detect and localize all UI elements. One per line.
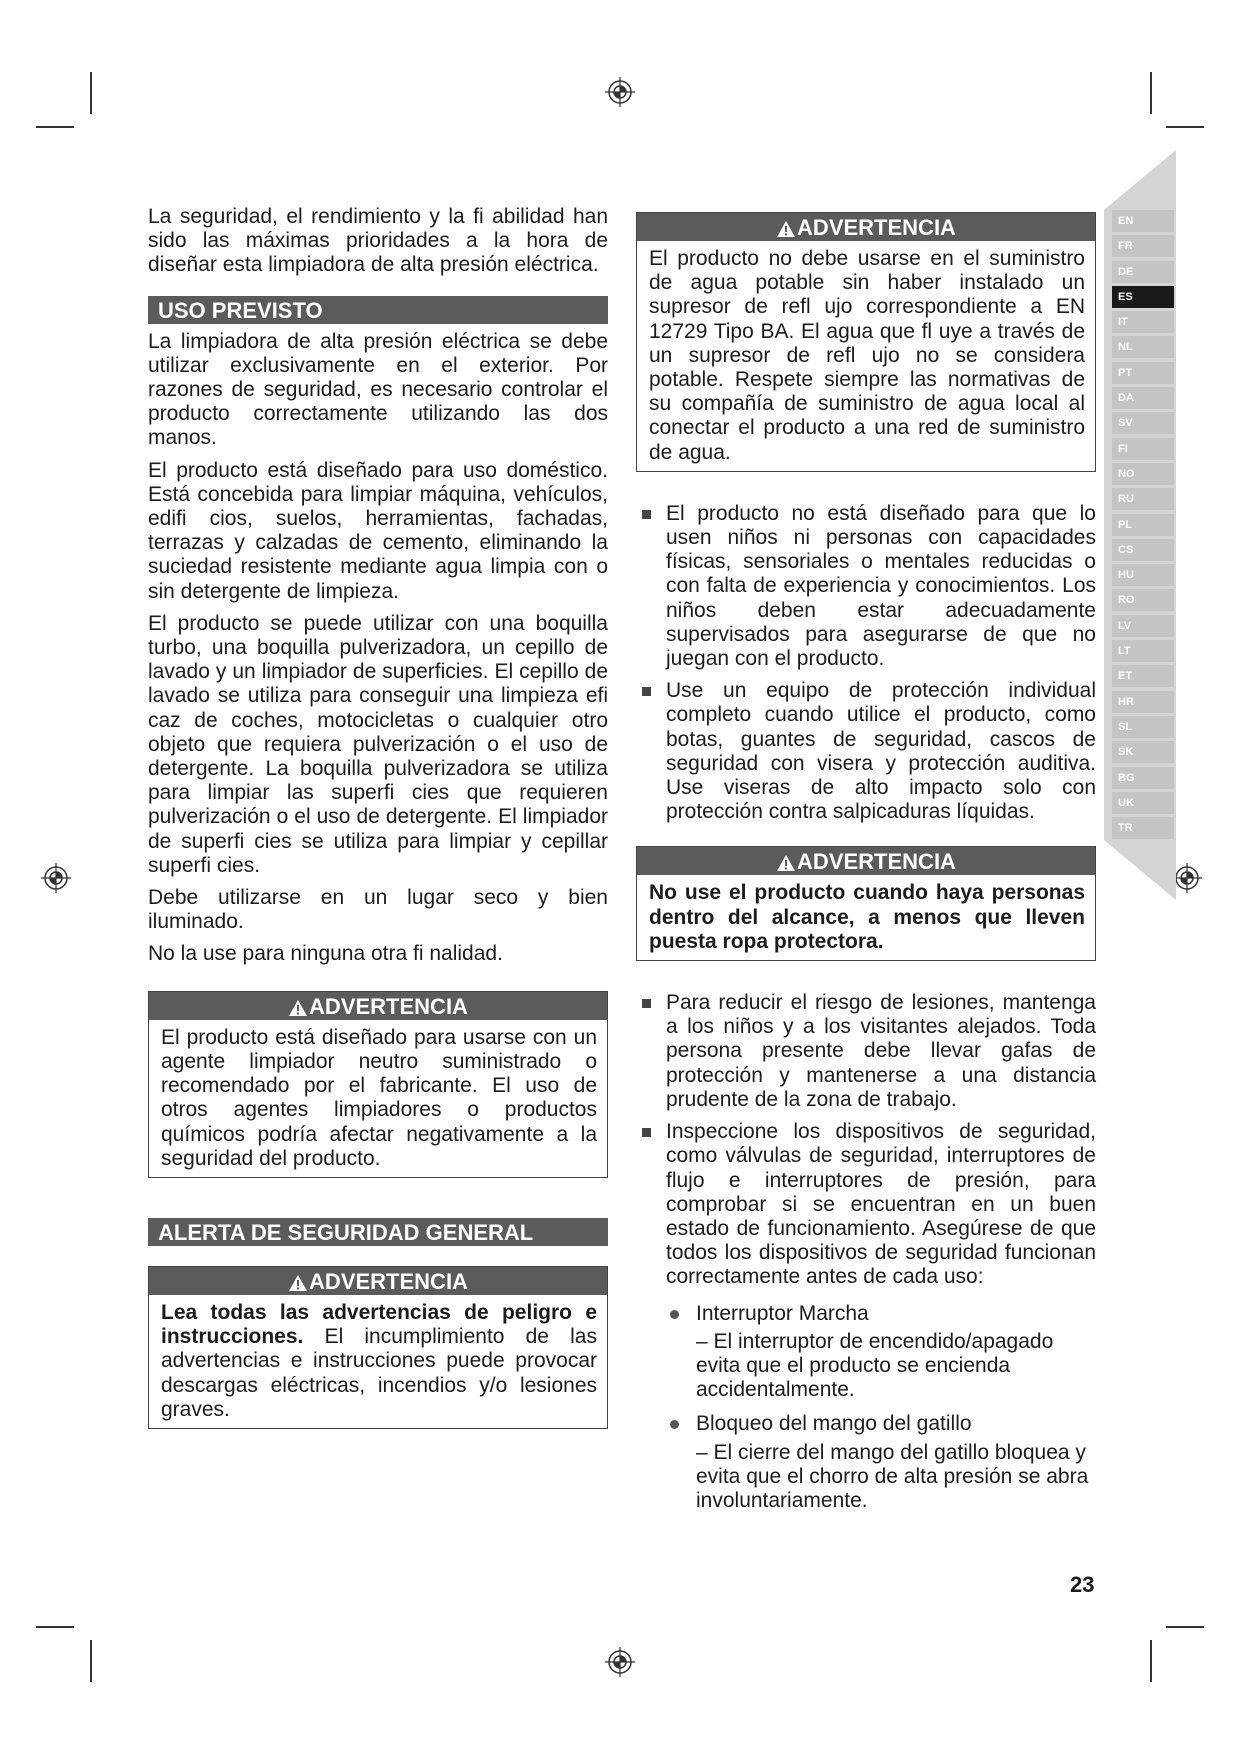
crop-mark xyxy=(1166,126,1204,128)
registration-mark-icon xyxy=(605,77,635,107)
language-tab-uk: UK xyxy=(1112,792,1174,814)
language-tab-hr: HR xyxy=(1112,691,1174,713)
registration-mark-icon xyxy=(41,863,71,893)
warning-header xyxy=(637,847,1095,875)
language-tab-fr: FR xyxy=(1112,235,1174,257)
language-tab-pt: PT xyxy=(1112,362,1174,384)
registration-mark-icon xyxy=(1172,863,1202,893)
uso-paragraph: El producto está diseñado para uso doméstico. Está concebida para limpiar máquina, vehículos, edifi cios, suelos, herramientas, fachadas, terrazas y calzadas de cemento, eliminando la suciedad resistente mediante agua limpia con o sin detergente de limpieza. xyxy=(148,458,608,603)
warning-box xyxy=(148,1266,608,1429)
crop-mark xyxy=(1166,1626,1204,1628)
warning-title: ADVERTENCIA xyxy=(309,1268,468,1294)
crop-mark xyxy=(90,72,92,114)
language-tab-hu: HU xyxy=(1112,564,1174,586)
page-number: 23 xyxy=(1070,1572,1095,1597)
language-tab-de: DE xyxy=(1112,261,1174,283)
bullet-square xyxy=(642,1128,651,1137)
language-tab-ro: RO xyxy=(1112,589,1174,611)
language-tab-sv: SV xyxy=(1112,412,1174,434)
bullet-square xyxy=(642,687,651,696)
sub-bullet-title: Interruptor Marcha xyxy=(696,1301,869,1325)
warning-text: El producto está diseñado para usarse con un agente limpiador neutro suministrado o recomendado por el fabricante. El uso de otros agentes limpiadores o productos químicos podría afectar negativamente a la seguridad del producto. xyxy=(161,1025,597,1170)
left-column xyxy=(148,205,608,1445)
section-heading-uso-previsto: USO PREVISTO xyxy=(148,296,608,324)
language-tab-en: EN xyxy=(1112,210,1174,232)
bullet-square xyxy=(642,999,651,1008)
language-tab-lt: LT xyxy=(1112,640,1174,662)
crop-mark xyxy=(36,126,74,128)
warning-header xyxy=(149,992,607,1020)
sub-bullet xyxy=(636,1302,1096,1326)
sub-bullet-description: – El interruptor de encendido/apagado evita que el producto se encienda accidentalmente. xyxy=(696,1329,1054,1402)
right-column xyxy=(636,212,1096,1523)
registration-mark-icon xyxy=(605,1647,635,1677)
bullet-item xyxy=(636,991,1096,1112)
bullet-text: Use un equipo de protección individual completo cuando utilice el producto, como botas, guantes de seguridad, cascos de seguridad con visera y protección auditiva. Use viseras de alto impacto solo con protección contra salpicaduras líquidas. xyxy=(666,679,1096,824)
warning-bold-text: Lea todas las advertencias de peligro e instrucciones. xyxy=(161,1300,597,1349)
bullet-item xyxy=(636,679,1096,824)
language-tab-es: ES xyxy=(1112,286,1174,308)
language-tab-tr: TR xyxy=(1112,817,1174,839)
bullet-text: Para reducir el riesgo de lesiones, mantenga a los niños y a los visitantes alejados. Toda persona presente debe llevar gafas de protección y mantenerse a una distancia prudente de la zona de trabajo. xyxy=(666,991,1096,1111)
uso-paragraph: La limpiadora de alta presión eléctrica se debe utilizar exclusivamente en el exterior. Por razones de seguridad, es necesario controlar el producto correctamente utilizando las dos manos. xyxy=(148,329,608,450)
uso-paragraph: No la use para ninguna otra fi nalidad. xyxy=(148,942,503,966)
language-tab-bg: BG xyxy=(1112,767,1174,789)
crop-mark xyxy=(90,1640,92,1682)
bullet-dot xyxy=(670,1420,679,1429)
language-tab-pl: PL xyxy=(1112,514,1174,536)
warning-title: ADVERTENCIA xyxy=(797,215,956,240)
bullet-square xyxy=(642,510,651,519)
uso-paragraph: Debe utilizarse en un lugar seco y bien iluminado. xyxy=(148,886,608,934)
language-tabs xyxy=(1112,210,1174,842)
language-tab-nl: NL xyxy=(1112,336,1174,358)
bullet-text: El producto no está diseñado para que lo usen niños ni personas con capacidades físicas, sensoriales o mentales reducidas o con falta de experiencia y conocimientos. Los niños deben estar adecuadamente supervisados para asegurarse de que no juegan con el producto. xyxy=(666,501,1096,671)
warning-title: ADVERTENCIA xyxy=(309,993,468,1019)
warning-triangle-icon xyxy=(776,220,796,238)
language-tab-ru: RU xyxy=(1112,488,1174,510)
language-tab-fi: FI xyxy=(1112,438,1174,460)
sub-bullet-title: Bloqueo del mango del gatillo xyxy=(696,1412,972,1436)
language-tab-it: IT xyxy=(1112,311,1174,333)
language-tab-cs: CS xyxy=(1112,539,1174,561)
crop-mark xyxy=(1150,1640,1152,1682)
bullet-item xyxy=(636,502,1096,671)
crop-mark xyxy=(36,1626,74,1628)
warning-triangle-icon xyxy=(288,999,308,1017)
sub-bullet-description: – El cierre del mango del gatillo bloquea y evita que el chorro de alta presión se abra involuntariamente. xyxy=(696,1440,1089,1512)
language-tab-et: ET xyxy=(1112,665,1174,687)
warning-header xyxy=(637,213,1095,241)
warning-text: No use el producto cuando haya personas dentro del alcance, a menos que lleven puesta ropa protectora. xyxy=(649,881,1085,953)
warning-text: El producto no debe usarse en el suministro de agua potable sin haber instalado un supresor de refl ujo correspondiente a EN 12729 Tipo BA. El agua que fl uye a través de un supresor de refl ujo no se considera potable. Respete siempre las normativas de su compañía de suministro de agua local al conectar el producto a una red de suministro de agua. xyxy=(649,247,1085,464)
warning-box xyxy=(636,212,1096,472)
warning-header xyxy=(149,1267,607,1295)
warning-triangle-icon xyxy=(776,854,796,872)
warning-box xyxy=(148,991,608,1178)
sub-bullet xyxy=(636,1412,1096,1436)
language-tab-sk: SK xyxy=(1112,741,1174,763)
warning-box xyxy=(636,846,1096,961)
warning-title: ADVERTENCIA xyxy=(797,849,956,875)
crop-mark xyxy=(1150,72,1152,114)
uso-paragraph: El producto se puede utilizar con una boquilla turbo, una boquilla pulverizadora, un cepillo de lavado y un limpiador de superficies. El cepillo de lavado se utiliza para conseguir una limpieza efi caz de coches, motocicletas o cualquier otro objeto que requiera pulverización o el uso de detergente. La boquilla pulverizadora se utiliza para limpiar las superfi cies que requieren pulverización o el uso de detergente. El limpiador de superfi cies se utiliza para limpiar y cepillar superfi cies. xyxy=(148,611,608,877)
language-tab-lv: LV xyxy=(1112,615,1174,637)
bullet-item xyxy=(636,1120,1096,1289)
section-heading-alerta: ALERTA DE SEGURIDAD GENERAL xyxy=(148,1218,608,1246)
language-tab-no: NO xyxy=(1112,463,1174,485)
warning-triangle-icon xyxy=(288,1274,308,1292)
language-tab-sl: SL xyxy=(1112,716,1174,738)
warning-text xyxy=(149,1295,607,1428)
language-tab-da: DA xyxy=(1112,387,1174,409)
bullet-dot xyxy=(670,1310,679,1319)
bullet-text: Inspeccione los dispositivos de seguridad, como válvulas de seguridad, interruptores de flujo e interruptores de presión, para comprobar si se encuentran en un buen estado de funcionamiento. Asegúrese de que todos los dispositivos de seguridad funcionan correctamente antes de cada uso: xyxy=(666,1120,1096,1289)
warning-regular-text: El incumplimiento de las advertencias e instrucciones puede provocar descargas eléctricas, incendios y/o lesiones graves. xyxy=(161,1325,597,1421)
intro-paragraph: La seguridad, el rendimiento y la fi abilidad han sido las máximas prioridades a la hora de diseñar esta limpiadora de alta presión eléctrica. xyxy=(148,205,608,277)
